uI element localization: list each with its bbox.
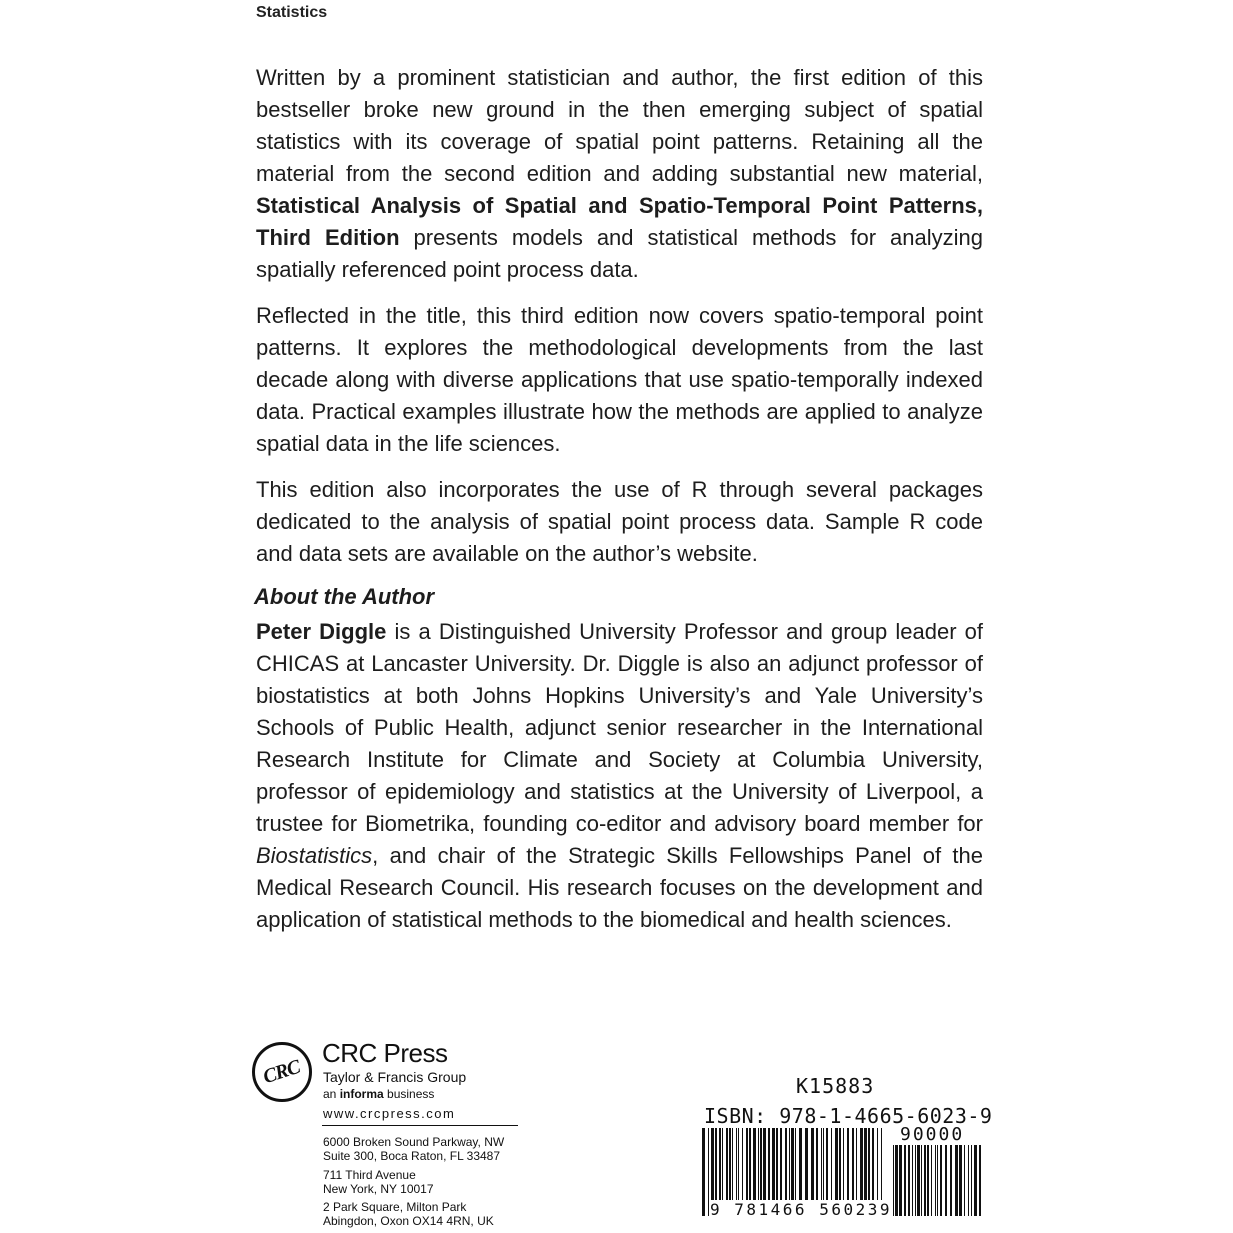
crc-logo-icon: [252, 1042, 312, 1102]
barcode-bar: [893, 1145, 894, 1216]
barcode-bar: [940, 1145, 942, 1216]
address-line: 2 Park Square, Milton Park: [323, 1200, 467, 1214]
author-name: Peter Diggle: [256, 619, 387, 644]
address-line: 711 Third Avenue: [323, 1168, 416, 1182]
isbn-text: ISBN: 978-1-4665-6023-9: [704, 1104, 993, 1128]
divider: [322, 1125, 518, 1126]
barcode-bar: [895, 1145, 898, 1216]
book-title: Statistical Analysis of Spatial and Spatio-Temporal Point Patterns, Third Edition: [256, 193, 983, 250]
barcode-addon-icon: [893, 1145, 981, 1216]
barcode-bar: [945, 1145, 947, 1216]
barcode-bar: [974, 1145, 977, 1216]
barcode-bar: [921, 1145, 922, 1216]
barcode-bar: [959, 1145, 962, 1216]
catalog-code: K15883: [796, 1074, 875, 1098]
barcode-bar: [915, 1145, 916, 1216]
address-boca-raton: [323, 1135, 504, 1163]
barcode-bar: [971, 1145, 972, 1216]
barcode-bar: [955, 1145, 958, 1216]
business-bold: informa: [339, 1087, 384, 1101]
barcode-bar: [917, 1145, 920, 1216]
journal-name: Biostatistics: [256, 843, 373, 868]
description-paragraph-3: This edition also incorporates the use of R through several packages dedicated to the analysis of spatial point process data. Sample R code and data sets are available on the author’s website.: [256, 477, 983, 566]
barcode-bar: [968, 1145, 969, 1216]
barcode-bar: [979, 1145, 981, 1216]
business-prefix: an: [323, 1087, 340, 1101]
publisher-group: Taylor & Francis Group: [323, 1069, 467, 1085]
barcode-bar: [908, 1145, 910, 1216]
address-abingdon: [323, 1200, 494, 1228]
barcode-bar: [927, 1145, 929, 1216]
address-new-york: [323, 1168, 434, 1196]
address-line: 6000 Broken Sound Parkway, NW: [323, 1135, 505, 1149]
paragraph-text: presents models and statistical methods for analyzing spatially referenced point process data.: [256, 225, 983, 282]
barcode-bar: [935, 1145, 936, 1216]
business-suffix: business: [383, 1087, 435, 1101]
address-line: Abingdon, Oxon OX14 4RN, UK: [323, 1214, 494, 1228]
author-bio: is a Distinguished University Professor and group leader of CHICAS at Lancaster University. Dr. Diggle is also an adjunct professor of biostatistics at both Johns Hopkins University’s and Yale University’s Schools of Public Health, adjunct senior researcher in the International Research Institute for Climate and Society at Columbia University, professor of epidemiology and statistics at the University of Liverpool, a trustee for Biometrika, founding co-editor and advisory board member for: [256, 619, 984, 836]
about-author-heading: About the Author: [254, 584, 435, 609]
barcode-digits: 9 781466 560239: [710, 1200, 892, 1219]
barcode-addon-label: 90000: [900, 1124, 965, 1145]
publisher-business: [323, 1087, 434, 1101]
address-line: Suite 300, Boca Raton, FL 33487: [323, 1149, 501, 1163]
barcode-bar: [937, 1145, 938, 1216]
address-line: New York, NY 10017: [323, 1182, 434, 1196]
category-label: Statistics: [256, 4, 328, 21]
publisher-url: www.crcpress.com: [323, 1106, 456, 1121]
barcode-bar: [912, 1145, 913, 1216]
about-author-text: [256, 616, 983, 936]
description-paragraph-2: Reflected in the title, this third edition now covers spatio-temporal point patterns. It explores the methodological developments from the last decade along with diverse applications that use spatio-temporally indexed data. Practical examples illustrate how the methods are applied to analyze spatial data in the life sciences.: [256, 303, 983, 456]
author-bio: , and chair of the Strategic Skills Fellowships Panel of the Medical Research Council. His research focuses on the development and application of statistical methods to the biomedical and health sciences.: [256, 843, 983, 932]
publisher-name: CRC Press: [322, 1038, 448, 1068]
barcode-bar: [924, 1145, 926, 1216]
barcode-bar: [931, 1145, 932, 1216]
barcode-bar: [964, 1145, 965, 1216]
logo-text: CRC: [260, 1055, 303, 1088]
barcode-bar: [702, 1128, 705, 1216]
description-paragraph-1: [256, 62, 983, 286]
barcode-bar: [950, 1145, 952, 1216]
paragraph-text: Written by a prominent statistician and author, the first edition of this bestseller broke new ground in the then emerging subject of spatial statistics with its coverage of spatial point patterns. Retaining all the material from the second edition and adding substantial new material,: [256, 65, 983, 186]
barcode-bar: [899, 1145, 902, 1216]
barcode-bar: [904, 1145, 906, 1216]
